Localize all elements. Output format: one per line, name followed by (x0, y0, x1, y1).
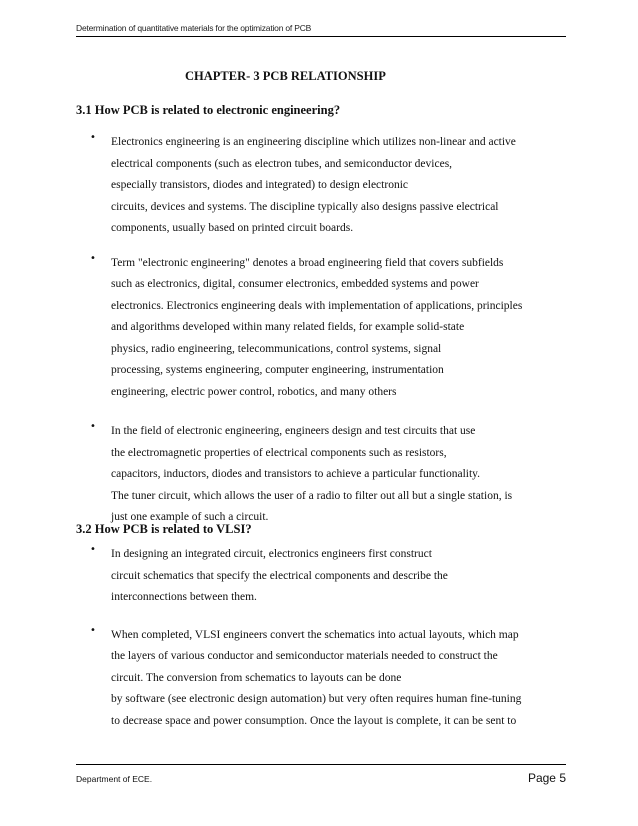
chapter-title: CHAPTER- 3 PCB RELATIONSHIP (185, 69, 386, 83)
bullet-item (90, 132, 570, 240)
text-line: In designing an integrated circuit, electronics engineers first construct (111, 548, 432, 560)
text-line: especially transistors, diodes and integrated) to design electronic (111, 179, 408, 191)
text-line: the electromagnetic properties of electrical components such as resistors, (111, 446, 447, 459)
bullet-dot-icon: • (90, 544, 96, 555)
text-line: capacitors, inductors, diodes and transistors to achieve a particular functionality. (111, 468, 481, 480)
running-header: Determination of quantitative materials for the optimization of PCB (76, 23, 566, 37)
bullet-dot-icon: • (90, 252, 96, 264)
text-line: electrical components (such as electron tubes, and semiconductor devices, (111, 157, 453, 170)
text-line: just one example of such a circuit. (111, 511, 269, 523)
footer-department: Department of ECE. (76, 774, 153, 784)
text-line: electronics. Electronics engineering deals with implementation of applications, principles (111, 299, 523, 312)
text-line: by software (see electronic design automation) but very often requires human fine-tuning (111, 693, 522, 705)
text-line: interconnections between them. (111, 591, 257, 603)
bullet-item (90, 544, 570, 609)
text-line: physics, radio engineering, telecommunications, control systems, signal (111, 342, 442, 355)
text-line: circuit schematics that specify the electrical components and describe the (111, 569, 448, 582)
text-line: circuits, devices and systems. The discipline typically also designs passive electrical (111, 200, 499, 213)
footer-page-number: Page 5 (527, 771, 566, 785)
bullet-dot-icon: • (90, 624, 96, 636)
text-line: and algorithms developed within many related fields, for example solid-state (111, 321, 465, 333)
text-line: processing, systems engineering, computer engineering, instrumentation (111, 364, 444, 376)
bullet-list-3-2 (90, 544, 570, 732)
bullet-list-3-1 (90, 132, 570, 529)
text-line: Term "electronic engineering" denotes a broad engineering field that covers subfields (111, 256, 504, 269)
section-heading-3-1: 3.1 How PCB is related to electronic engineering? (76, 103, 341, 117)
bullet-dot-icon: • (90, 421, 96, 432)
text-line: the layers of various conductor and semiconductor materials needed to construct the (111, 650, 498, 662)
bullet-item (90, 253, 570, 404)
text-line: Electronics engineering is an engineering discipline which utilizes non-linear and active (111, 136, 516, 148)
text-line: engineering, electric power control, robotics, and many others (111, 385, 397, 398)
text-line: In the field of electronic engineering, engineers design and test circuits that use (111, 425, 476, 437)
page-footer (76, 764, 566, 785)
bullet-item (90, 625, 570, 733)
text-line: When completed, VLSI engineers convert the schematics into actual layouts, which map (111, 628, 519, 641)
bullet-dot-icon: • (90, 132, 96, 143)
text-line: such as electronics, digital, consumer electronics, embedded systems and power (111, 278, 479, 290)
text-line: The tuner circuit, which allows the user of a radio to filter out all but a single station, is (111, 489, 513, 502)
text-line: circuit. The conversion from schematics to layouts can be done (111, 671, 402, 684)
bullet-item (90, 421, 570, 529)
section-heading-3-2: 3.2 How PCB is related to VLSI? (76, 522, 252, 536)
text-line: components, usually based on printed circuit boards. (111, 222, 354, 234)
text-line: to decrease space and power consumption. Once the layout is complete, it can be sent to (111, 714, 517, 727)
